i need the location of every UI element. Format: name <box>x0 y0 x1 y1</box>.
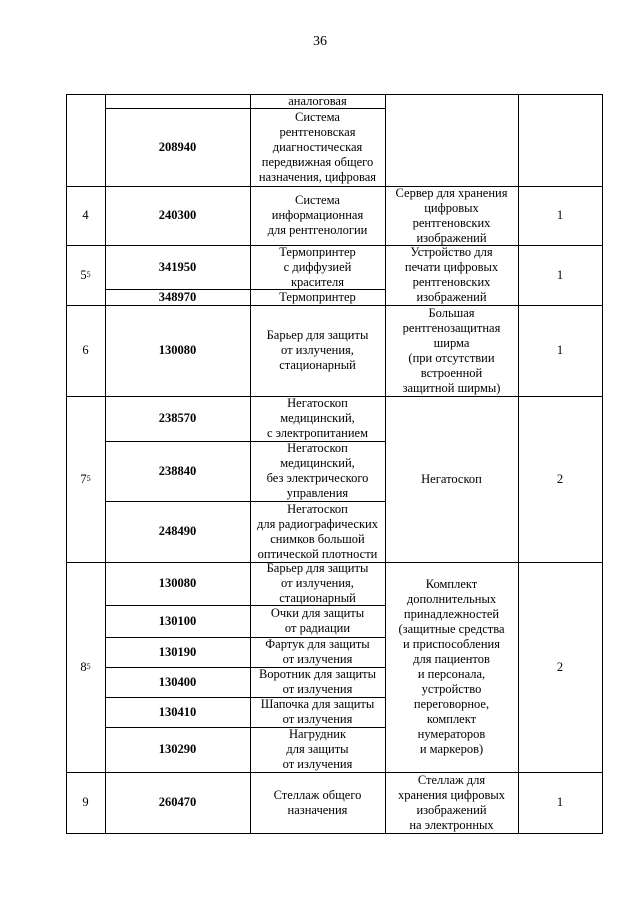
item-code: 248490 <box>158 524 197 538</box>
item-name: Фартук для защиты от излучения <box>265 637 370 666</box>
equipment-name: Сервер для хранения цифровых рентгеновских изображений <box>395 185 508 245</box>
row-number: 7 5 <box>80 471 91 486</box>
item-code: 240300 <box>158 208 197 222</box>
equipment-name: Большая рентгенозащитная ширма (при отсутствии встроенной защитной ширмы) <box>402 305 501 395</box>
item-name: Воротник для защиты от излучения <box>258 667 377 696</box>
row-number-value: 8 <box>80 659 87 674</box>
quantity: 1 <box>556 208 564 222</box>
quantity: 1 <box>556 267 564 282</box>
equipment-name: Негатоскоп <box>421 471 482 486</box>
item-name: Стеллаж общего назначения <box>273 787 362 817</box>
item-code: 130100 <box>158 613 197 628</box>
row-number-value: 7 <box>80 471 87 486</box>
quantity: 2 <box>556 659 564 674</box>
item-code: 130190 <box>158 644 197 659</box>
item-name: Система информационная для рентгенологии <box>267 193 368 237</box>
row-number: 4 <box>82 208 89 222</box>
item-name: Нагрудник для защиты от излучения <box>282 727 353 771</box>
column-border <box>602 94 603 834</box>
item-name: аналоговая <box>288 93 347 108</box>
item-name: Негатоскоп медицинский, с электропитанием <box>266 396 368 440</box>
item-name: Барьер для защиты от излучения, стационарный <box>266 561 369 605</box>
item-code: 130400 <box>158 674 197 689</box>
row-border <box>66 833 602 834</box>
item-code: 238840 <box>158 463 197 478</box>
item-code: 238570 <box>158 411 197 425</box>
item-name: Термопринтер <box>279 289 356 304</box>
quantity: 2 <box>556 471 564 486</box>
row-number-value: 5 <box>80 267 87 282</box>
row-number: 6 <box>82 343 89 357</box>
item-code: 348970 <box>158 289 197 304</box>
equipment-name: Комплект дополнительных принадлежностей (защитные средства и приспособления для пациентов и персонала, устройство переговорное, комплект нумераторов и маркеров) <box>398 577 505 756</box>
item-code: 130080 <box>158 343 197 357</box>
item-code: 260470 <box>158 795 197 809</box>
page-number: 36 <box>313 34 327 49</box>
item-code: 130290 <box>158 742 197 756</box>
item-name: Негатоскоп медицинский, без электрического управления <box>266 441 369 500</box>
item-name: Негатоскоп для радиографических снимков большой оптической плотности <box>257 501 378 561</box>
item-name: Система рентгеновская диагностическая передвижная общего назначения, цифровая <box>258 109 377 184</box>
item-code: 130080 <box>158 576 197 590</box>
item-name: Очки для защиты от радиации <box>270 606 365 635</box>
item-code: 130410 <box>158 704 197 719</box>
equipment-name: Стеллаж для хранения цифровых изображений на электронных <box>397 772 506 832</box>
quantity: 1 <box>556 795 564 809</box>
item-code: 341950 <box>158 259 197 274</box>
item-name: Шапочка для защиты от излучения <box>260 697 375 726</box>
item-code: 208940 <box>158 139 197 154</box>
quantity: 1 <box>556 343 564 357</box>
equipment-name: Устройство для печати цифровых рентгеновских изображений <box>404 245 499 304</box>
row-number: 5 5 <box>80 267 91 282</box>
item-name: Барьер для защиты от излучения, стационарный <box>266 328 369 372</box>
row-number: 8 5 <box>80 659 91 674</box>
row-number: 9 <box>82 795 89 809</box>
item-name: Термопринтер с диффузией красителя <box>279 244 356 289</box>
